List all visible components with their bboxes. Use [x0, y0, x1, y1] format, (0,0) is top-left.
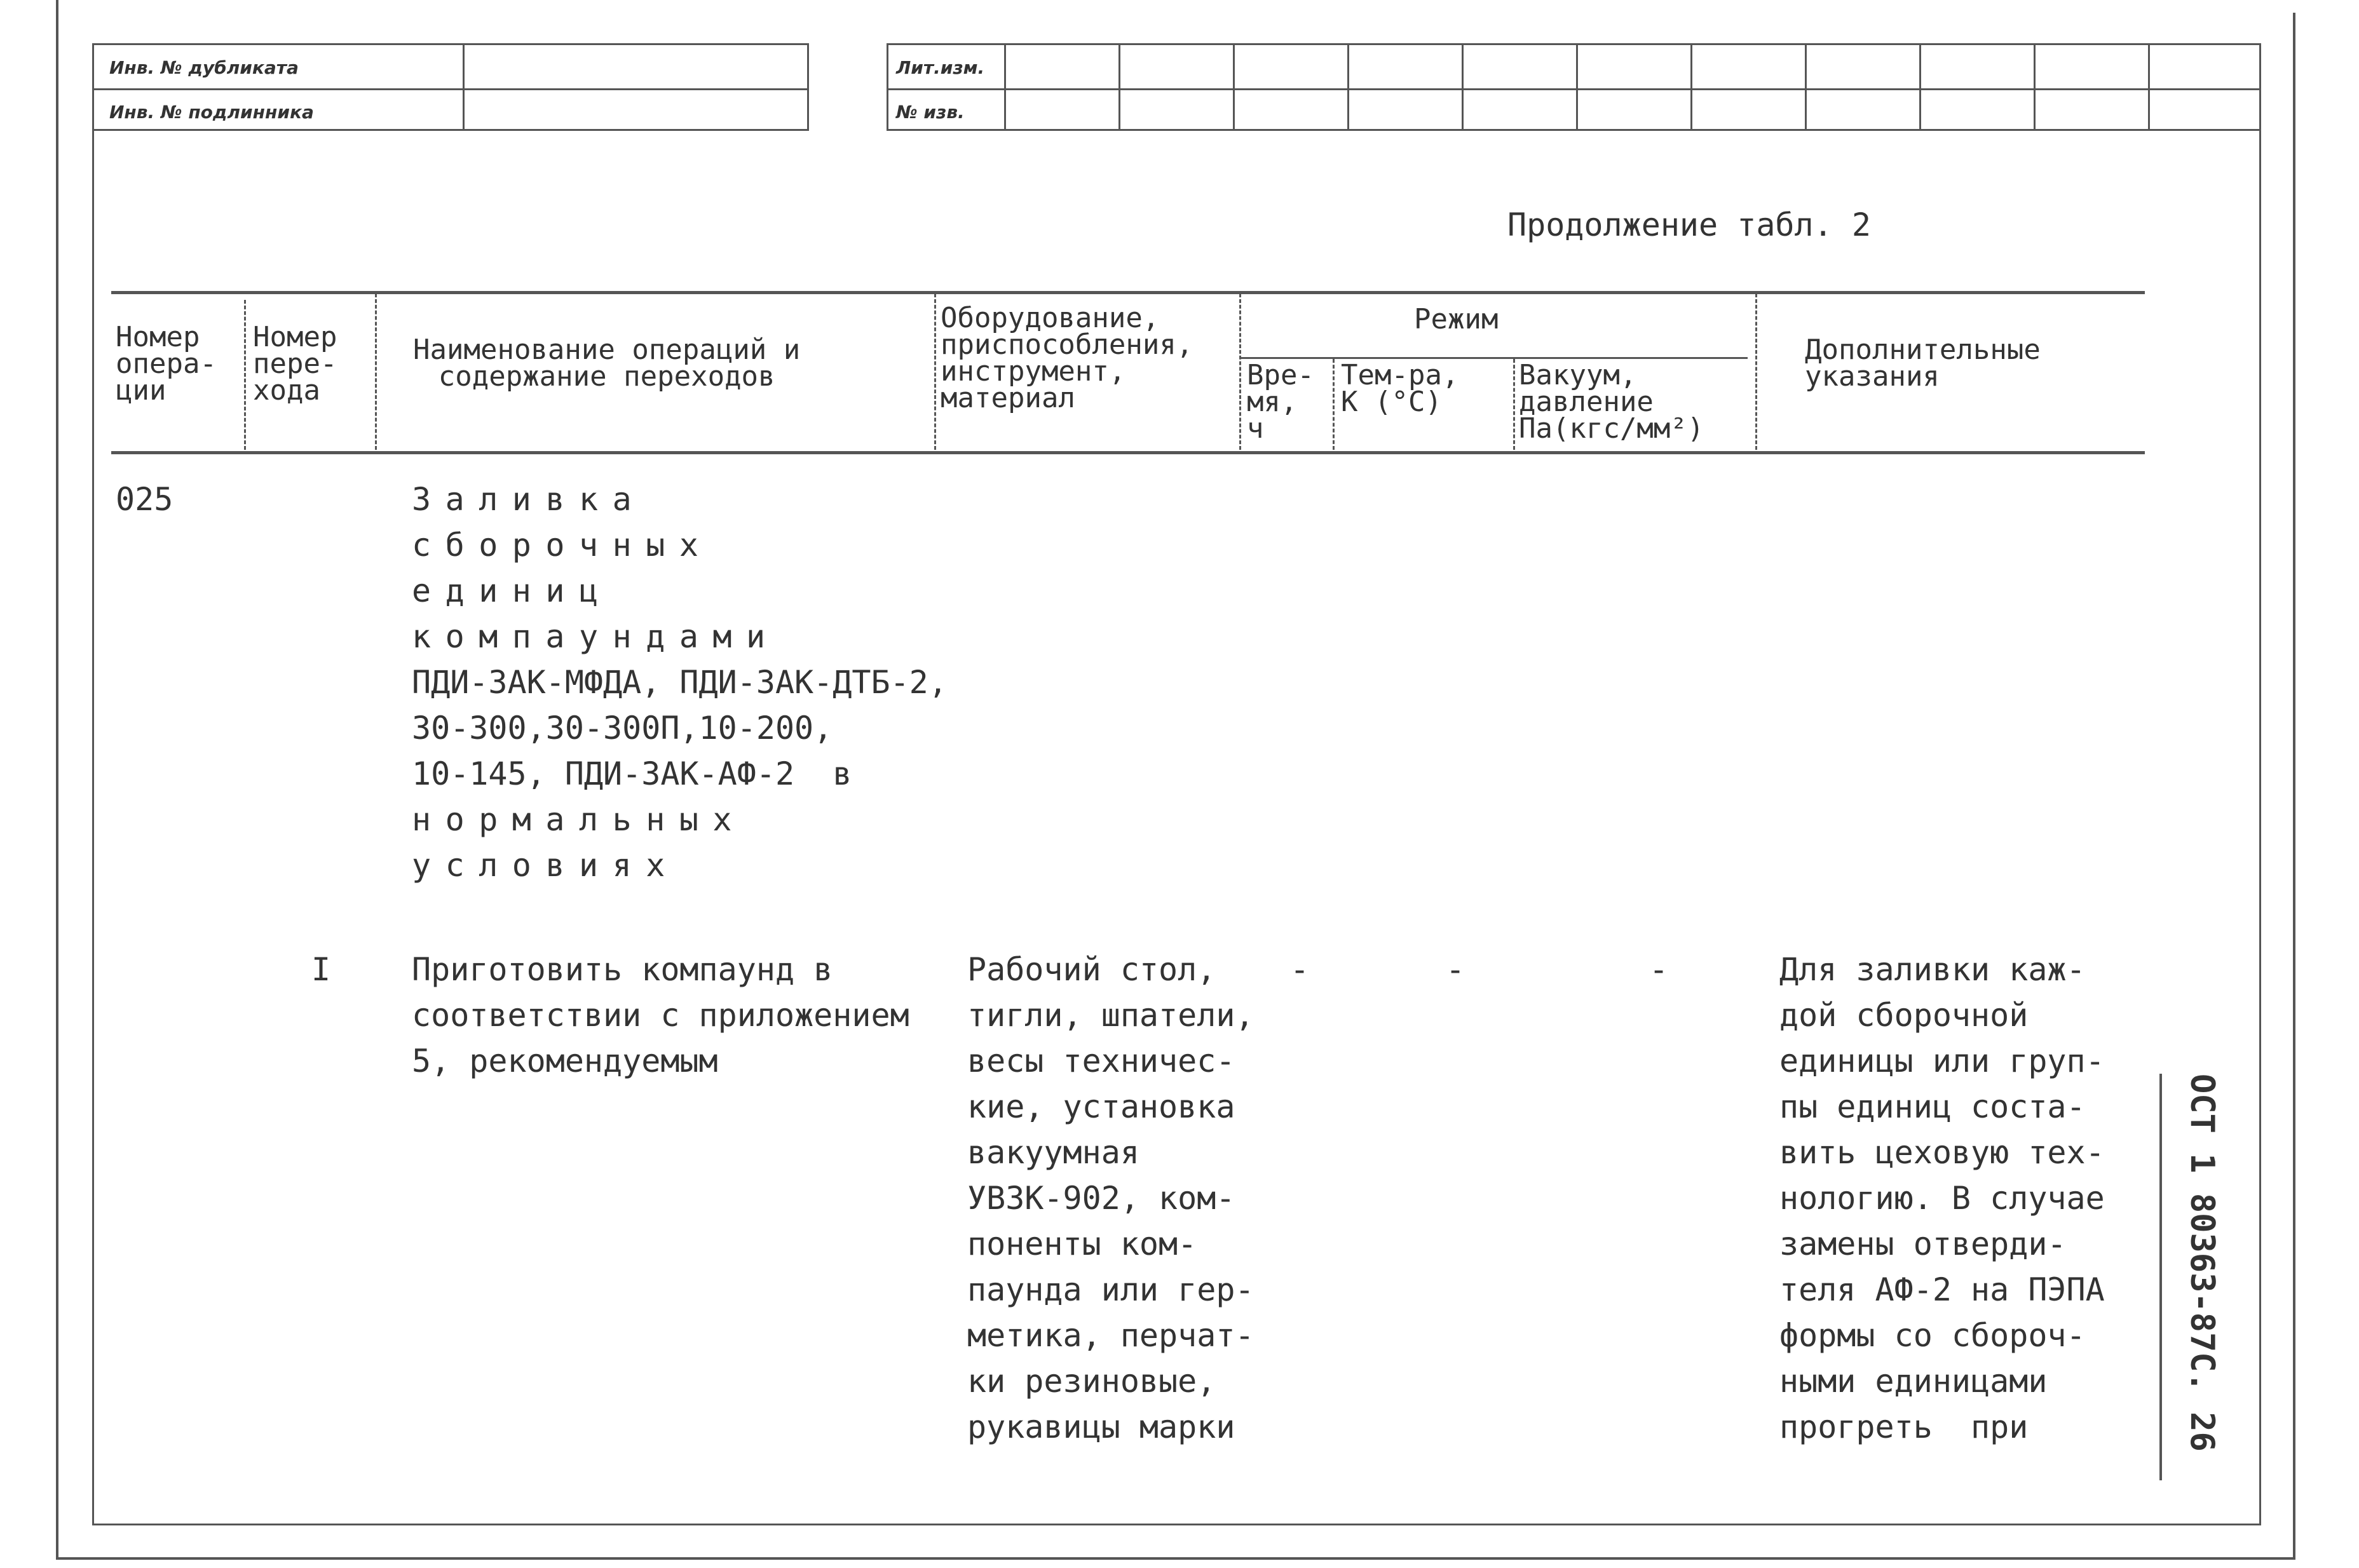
- orig-label: Инв. № подлинника: [109, 102, 314, 123]
- header-notes: Дополнительные указания: [1805, 334, 2041, 393]
- transition-content: Приготовить компаунд в соответствии с приложением 5, рекомендуемым: [412, 951, 909, 1079]
- header-transition-number: Номер пере- хода: [253, 321, 337, 407]
- inner-bottom-border: [92, 1524, 2261, 1525]
- op-title-line: компаундами: [412, 618, 780, 655]
- revision-col-divider: [1805, 43, 1807, 131]
- header-vacuum: Вакуум, давление Па(кгс/мм²): [1519, 359, 1704, 445]
- dup-label: Инв. № дубликата: [109, 57, 299, 78]
- revision-col-divider: [1690, 43, 1692, 131]
- revision-col-divider: [1462, 43, 1464, 131]
- revision-col-divider: [1576, 43, 1578, 131]
- revision-col-divider: [1233, 43, 1235, 131]
- stamp-col-divider: [463, 43, 465, 131]
- hdr-sep-2: [375, 294, 377, 450]
- side-code-rule: [2159, 1074, 2162, 1480]
- outer-bottom-border: [56, 1557, 2295, 1560]
- transition-equipment: Рабочий стол, тигли, шпатели, весы техничес- кие, установка вакуумная УВЗК-902, ком- поненты ком- паунда или гер- метика, перчат- ки резиновые, рукавицы марки: [967, 951, 1254, 1445]
- revision-col-divider: [1347, 43, 1349, 131]
- inner-right-border: [2259, 43, 2261, 1525]
- op-title-line: нормальных: [412, 801, 747, 838]
- table-top-rule: [111, 291, 2145, 294]
- hdr-sep-6: [1513, 359, 1515, 450]
- revision-col-divider: [1118, 43, 1120, 131]
- header-equipment: Оборудование, приспособления, инструмент, материал: [941, 302, 1193, 414]
- revision-row-divider: [887, 88, 2259, 90]
- hdr-sep-4: [1239, 294, 1241, 450]
- revision-col-divider: [1004, 43, 1006, 131]
- hdr-sep-5: [1333, 359, 1335, 450]
- transition-temp: -: [1446, 951, 1465, 988]
- stamp-revision-box: [887, 43, 2259, 131]
- side-document-code: ОСТ 1 80363-87С. 26: [2183, 1074, 2221, 1452]
- operation-number: 025: [116, 481, 173, 518]
- header-op-number: Номер опера- ции: [116, 321, 217, 407]
- revision-col-divider: [2148, 43, 2150, 131]
- hdr-sep-1: [244, 300, 246, 450]
- regime-sub-rule: [1239, 357, 1748, 359]
- op-title-line: Заливка: [412, 481, 646, 518]
- transition-notes: Для заливки каж- дой сборочной единицы или груп- пы единиц соста- вить цеховую тех- нологию. В случае замены отверди- теля АФ-2 на ПЭПА формы со сбороч- ными единицами прогреть при: [1779, 951, 2105, 1445]
- op-title-line: 10-145, ПДИ-ЗАК-АФ-2 в: [412, 755, 852, 792]
- izv-label: № изв.: [896, 102, 965, 123]
- hdr-sep-3: [934, 294, 936, 450]
- transition-time: -: [1290, 951, 1310, 988]
- op-title-line: ПДИ-ЗАК-МФДА, ПДИ-ЗАК-ДТБ-2,: [412, 664, 948, 701]
- op-title-line: условиях: [412, 847, 679, 884]
- outer-left-border: [56, 0, 58, 1560]
- revision-col-divider: [2034, 43, 2036, 131]
- header-temp: Тем-ра, К (°C): [1341, 359, 1459, 418]
- operation-title: [412, 476, 948, 888]
- outer-right-border: [2293, 13, 2295, 1560]
- op-title-line: сборочных: [412, 527, 713, 564]
- op-title-line: 30-300,30-300П,10-200,: [412, 710, 833, 747]
- transition-number: I: [311, 951, 331, 988]
- hdr-sep-7: [1755, 294, 1757, 450]
- lit-label: Лит.изм.: [896, 57, 985, 78]
- inner-left-border: [92, 43, 94, 1525]
- transition-vacuum: -: [1649, 951, 1669, 988]
- header-op-name: Наименование операций и содержание переходов: [413, 334, 801, 393]
- revision-col-divider: [1919, 43, 1921, 131]
- header-time: Вре- мя, ч: [1247, 359, 1314, 445]
- table-header-bottom-rule: [111, 451, 2145, 454]
- header-regime: Режим: [1414, 303, 1499, 335]
- op-title-line: единиц: [412, 572, 613, 609]
- stamp-row-divider: [92, 88, 809, 90]
- continuation-label: Продолжение табл. 2: [1507, 206, 1871, 243]
